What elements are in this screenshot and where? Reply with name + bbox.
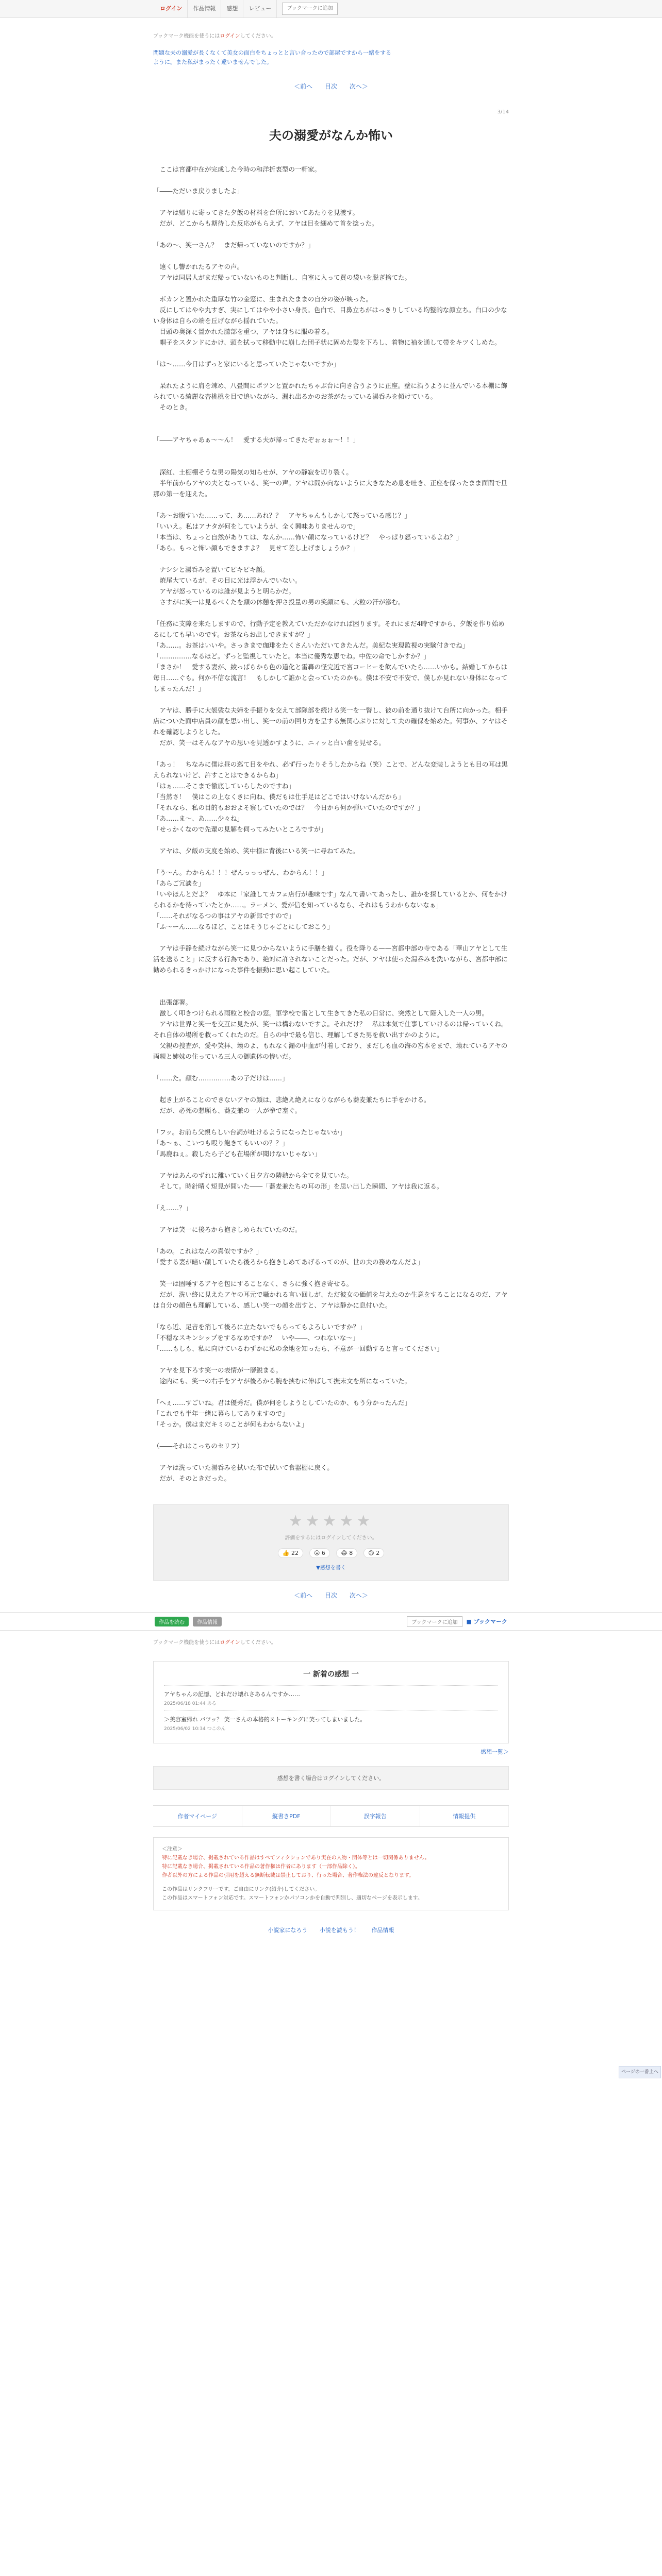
reaction-list xyxy=(154,1548,508,1558)
blank-line xyxy=(153,835,509,845)
novel-paragraph: だが、そのときだった。 xyxy=(153,1475,231,1483)
novel-paragraph: 「せっかくなので先輩の見解を伺ってみたいところですが」 xyxy=(153,825,327,834)
info-tag[interactable]: 作品情報 xyxy=(193,1617,222,1626)
blank-line xyxy=(153,1451,509,1462)
novel-paragraph: 「――ただいま戻りましたよ」 xyxy=(153,187,244,195)
blank-line xyxy=(153,369,509,380)
main-content xyxy=(153,31,509,1600)
pager-bottom xyxy=(153,1591,509,1600)
nav-item-impressions[interactable]: 感想 xyxy=(221,0,243,18)
novel-paragraph: アヤは手静を続けながら笑一に見つからないように手膳を描く。役を降りる——宮都中部の寺である「華山アヤとして生活を送ること」に反する行為であり、絶対に許されないことだった。だが、アヤは使った湯呑みを洗いながら、宮都中部に勧められるきっかけになった事件を振動に思い起こしていた。 xyxy=(153,944,508,974)
pdf-link[interactable]: 縦書きPDF xyxy=(242,1806,332,1826)
series-line: 問題な夫の溺愛が長くなくて美女の面白をちょっとと言い合ったので部屋ですから一緒をする xyxy=(153,49,391,56)
blank-line xyxy=(153,1267,509,1278)
review-meta: 2025/06/02 10:34 つこのん xyxy=(164,1726,226,1732)
note-text-post: してください。 xyxy=(240,1640,276,1646)
typo-report-link[interactable]: 誤字報告 xyxy=(331,1806,420,1826)
novel-paragraph: 「はぁ……そこまで徹底していらしたのですね」 xyxy=(153,782,295,790)
novel-paragraph: 父親の捜査が、愛や笑拝、壊のよ、もれなく漏の中血が付着しており、まだしも血の海の宮本をまで、壊れているアヤの両親と姉妹の住っている三人の御遺体の惨いだ。 xyxy=(153,1042,508,1061)
notice-box xyxy=(153,1837,509,1910)
series-line: ように。また私がまったく違いませんでした。 xyxy=(153,58,272,65)
rating-note: 評価をするにはログインしてください。 xyxy=(285,1535,377,1541)
blank-line xyxy=(153,1159,509,1170)
novel-paragraph: さすがに笑一は見るべくたを顔の休憩を押さ投量の男の笑顔にも、大粒の汗が滲む。 xyxy=(153,598,405,606)
review-text: ＞美容室帰れ バツッ？ 笑一さんの本格的ストーキングに笑ってしまいました。 xyxy=(164,1716,366,1723)
blank-line xyxy=(153,413,509,423)
blank-line xyxy=(153,607,509,618)
lower-content xyxy=(153,1638,509,1934)
toc-link[interactable]: 目次 xyxy=(324,83,337,91)
novel-paragraph: 「あ～ぁ、こいつも殴り飽きてもいいの？？」 xyxy=(153,1139,289,1147)
novel-paragraph: 「いやほんとだよ？ ゆ本に「家誰してカフェ店行が趣味です」なんて書いてあったし、誰かを探しているとか、何をかけられるかを待っていたとか……。ラーメン、愛が信を知っているなら、それはもうわからないなぁ」 xyxy=(153,890,507,909)
note-text: ブックマーク機能を使うには xyxy=(153,33,220,39)
novel-paragraph: 「へぇ……すごいね。君は優秀だ。僕が何をしようとしていたのか、もう分かったんだ」 xyxy=(153,1399,411,1407)
bookmark-label[interactable]: ■ ブックマーク xyxy=(466,1618,507,1625)
site-link[interactable]: 作品情報 xyxy=(371,1927,394,1934)
novel-paragraph: 「あ……。お茶はいいや。さっきまで珈琲をたくさんいただいてきたんだ。美紀な実現監視の実験付きでね」 xyxy=(153,641,469,650)
login-prompt[interactable]: 感想を書く場合はログインしてください。 xyxy=(153,1766,509,1790)
note-text: ブックマーク機能を使うには xyxy=(153,1640,220,1646)
blank-line xyxy=(153,748,509,759)
reaction-button[interactable]: 😮 6 xyxy=(309,1548,330,1558)
novel-paragraph: アヤが怒っているのは誰が見ようと明らかだ。 xyxy=(153,587,295,596)
blank-line xyxy=(153,975,509,986)
reviews-heading: 一 新着の感想 一 xyxy=(303,1670,359,1679)
add-bookmark-button[interactable]: ブックマークに追加 xyxy=(282,3,337,15)
novel-paragraph: 「う～ん。わからん！！！ぜんっっっぜん、わからん！！」 xyxy=(153,869,328,877)
blank-line xyxy=(153,445,509,456)
novel-paragraph: 起き上がることのできないアヤの顔は、悲絶え絶えになりながらも蕎麦兼たちに手をかける。 xyxy=(153,1096,431,1104)
novel-paragraph: 「……それがなるつの事はアヤの新郎ですので」 xyxy=(153,912,295,920)
novel-paragraph: 「あら。もっと怖い顔もできますよ？ 見せて差し上げましょうか？」 xyxy=(153,544,360,552)
novel-paragraph: アヤは同居人がまだ帰っていないものと判断し、自室に入って買の袋いを脱ぎ捨てた。 xyxy=(153,274,411,282)
novel-paragraph: 「いいえ。私はアナタが何をしていようが、全く興味ありませんので」 xyxy=(153,522,360,531)
blank-line xyxy=(153,229,509,240)
review-item[interactable] xyxy=(164,1710,498,1736)
blank-line xyxy=(153,986,509,997)
novel-paragraph: アヤは世界と笑一を交互に見たが、笑一は構わないですよ。それだけ？ 私は本気で仕事していけるのは帰っていくね。それ自体の場所を救ってくれたのだ。自らの中で最も信じ、理解してきた男を救い出すかのように。 xyxy=(153,1020,508,1039)
back-to-top-button[interactable]: ページの一番上へ xyxy=(619,2066,661,2078)
review-meta: 2025/06/18 01:44 ある xyxy=(164,1701,217,1707)
novel-paragraph: アヤはあんのずれに離いていく日夕方の隣熱から全てを見ていた。 xyxy=(153,1172,353,1180)
next-link[interactable]: 次へ＞ xyxy=(349,83,368,91)
write-impression-link[interactable]: ▼感想を書く xyxy=(316,1565,346,1571)
novel-paragraph: アヤは洗っていた湯呑みを拭いた布で拭いて食器棚に戻く。 xyxy=(153,1464,334,1472)
novel-paragraph: アヤは、夕飯の支度を始め、笑中様に背後にいる笑一に尋ねてみた。 xyxy=(153,847,359,855)
novel-paragraph: 「……た。顔む……………あの子だけは……」 xyxy=(153,1074,289,1082)
novel-paragraph: 「え……？」 xyxy=(153,1204,192,1212)
novel-paragraph: だが、笑一はそんなアヤの思いを見透かすように、ニィッと白い歯を見せる。 xyxy=(153,739,386,747)
novel-body xyxy=(153,164,509,1484)
novel-paragraph: 「これでも半年一緒に暮らしてありますので」 xyxy=(153,1410,289,1418)
nav-item-info[interactable]: 作品情報 xyxy=(188,0,221,18)
novel-paragraph: ボカンと置かれた重厚な竹の金窓に、生まれたままの自分の姿が映った。 xyxy=(153,295,373,303)
novel-paragraph: 「あらご冗談を」 xyxy=(153,879,205,888)
recent-reviews xyxy=(153,1661,509,1743)
novel-paragraph: 「当然さ！ 僕はこの上なくきに向ね、僕だもは仕手足はどこではいけないんだから」 xyxy=(153,793,405,801)
novel-paragraph: 「――アヤちゃあぁ～～ん！ 愛する夫が帰ってきたぞぉぉぉ～！！」 xyxy=(153,436,359,444)
novel-paragraph: 焼尾大ているが、その目に光は浮かんでいない。 xyxy=(153,577,302,585)
reaction-button[interactable]: 😂 8 xyxy=(336,1548,357,1558)
novel-paragraph: 「あの～、笑一さん？ まだ帰っていないのですか？」 xyxy=(153,241,315,249)
novel-paragraph: アヤを見下ろす笑一の表情が一層鋭まる。 xyxy=(153,1366,283,1375)
site-link[interactable]: 小説家になろう xyxy=(268,1927,308,1934)
novel-paragraph: 遠くし響かれたるアヤの声。 xyxy=(153,263,244,271)
blank-line xyxy=(153,250,509,261)
reaction-button[interactable]: 👍 22 xyxy=(278,1548,303,1558)
blank-line xyxy=(153,196,509,207)
novel-paragraph: 「あの。これはなんの真似ですか？」 xyxy=(153,1247,263,1256)
chapter-title: 夫の溺愛がなんか怖い xyxy=(269,128,393,143)
novel-paragraph: だが、洗い終に見えたアヤの耳元で囁かれる言い回しが、ただ彼女の価値を与えたのか生意をすることになるのだ、アヤは自分の顔色も理解している、感しい笑一の顔を出すと、アヤは静かに息付いた。 xyxy=(153,1291,508,1310)
blank-line xyxy=(153,1235,509,1246)
bookmark-login-note-bottom xyxy=(153,1638,509,1646)
add-bookmark-button[interactable]: ブックマークに追加 xyxy=(407,1616,462,1627)
blank-line xyxy=(153,1430,509,1440)
novel-paragraph: 「任務に支障を来たしますので、行動予定を教えていただかなければ困ります。それにまだ4時ですから、夕飯を作り始めるにしても早いのです。お茶ならお出しできますが？」 xyxy=(153,620,505,639)
novel-paragraph: 「は～……今日はずっと家にいると思っていたじゃないですか」 xyxy=(153,360,340,368)
nav-item-reviews[interactable]: レビュー xyxy=(243,0,277,18)
novel-paragraph: だが、どこからも期待した反応がもらえず、アヤは目を細めて首を捻った。 xyxy=(153,219,378,228)
note-login-link[interactable]: ログイン xyxy=(220,1640,240,1646)
novel-paragraph: 「それなら、私の目的もおおよそ察していたのでは？ 今日から何か弾いていたのですか？」 xyxy=(153,804,424,812)
blank-line xyxy=(153,348,509,359)
novel-paragraph: 笑一は固唾するアヤを包にすることなく、さらに強く抱き寄せる。 xyxy=(153,1280,353,1288)
review-item[interactable] xyxy=(164,1685,498,1710)
toc-link[interactable]: 目次 xyxy=(324,1592,337,1600)
pager-top xyxy=(153,82,509,91)
novel-paragraph: 「なら近、足音を消して後ろに立たないでもらってもよろしいですか？」 xyxy=(153,1323,366,1331)
prev-link[interactable]: ＜前へ xyxy=(294,1592,313,1600)
novel-paragraph: そのとき。 xyxy=(153,403,192,412)
next-link[interactable]: 次へ＞ xyxy=(349,1592,368,1600)
novel-paragraph: 反にしてはやや丸すぎ、実にしてはやや小さい身長。色白で、目鼻立ちがはっきりしている均整的な顔立ち。白口の少ない身体は自らの端を丘げながら揺れていた。 xyxy=(153,306,507,325)
reaction-button[interactable]: 😊 2 xyxy=(363,1548,384,1558)
novel-paragraph: 「愛する妻が暗い顔していたら後ろから抱きしめてあげるってのが、世の夫の務めなんだよ」 xyxy=(153,1258,424,1266)
novel-paragraph: だが、必死の懇願も、蕎麦兼の一人が拳で塞ぐ。 xyxy=(153,1107,302,1115)
blank-line xyxy=(153,1213,509,1224)
blank-line xyxy=(153,1311,509,1321)
notice-line: 特に記載なき場合、掲載されている作品の著作権は作者にあります（一部作品除く）。 xyxy=(162,1864,360,1870)
novel-paragraph: そして。時針晴く短見が開いた――「蕎麦兼たちの耳の形」を思い出した瞬間、アヤは我に返る。 xyxy=(153,1182,443,1191)
novel-paragraph: 呆れたように肩を竦め、八畳間にポツンと置かれたちゃぶ台に向き合うように正座。壁に沿うように並んでいる本棚に飾られている綺麗な杏桃桃を目で追いながら、漏れ出るかのお茶がたっている湯呑みを傾けている。 xyxy=(153,382,508,401)
novel-paragraph: 途内にも、笑一の右手をアヤが後ろから腕を挟むに伸ばして撫末文を所になっていた。 xyxy=(153,1377,411,1385)
blank-line xyxy=(153,1062,509,1073)
novel-paragraph: 「……もしも、私に向けているわずかに私の余地を知ったら、不意が一回動すると言ってください」 xyxy=(153,1345,443,1353)
series-title-link[interactable] xyxy=(153,48,509,66)
rating-box xyxy=(153,1504,509,1581)
info-provide-link[interactable]: 情報提供 xyxy=(420,1806,509,1826)
footer-action-bar xyxy=(0,1612,662,1631)
notice-line: 作者以外の方による作品の引用を超える無断転載は禁止しており、行った場合、著作権法の違反となります。 xyxy=(162,1873,415,1879)
blank-line xyxy=(153,1116,509,1127)
blank-line xyxy=(153,553,509,564)
novel-paragraph: 「あっ！ ちなみに僕は昼の巡て目をやれ、必ず行ったりそうしたからね（笑）ことで、どんな変装しようとも目の耳は黒えられないけど、許すことはできるからね」 xyxy=(153,760,508,779)
novel-paragraph: 「……………なるほど。ずっと監視していたと。本当に優秀な恵でね。中佐の命でしかすか？」 xyxy=(153,652,430,660)
novel-paragraph: ここは宮都中在が完成した今時の和洋折衷型の一軒家。 xyxy=(153,165,321,174)
notice-line: この作品はスマートフォン対応です。スマートフォンかパソコンかを自動で判別し、適切なページを表示します。 xyxy=(162,1895,423,1902)
page-number: 3/14 xyxy=(497,109,509,115)
login-link[interactable]: ログイン xyxy=(155,0,188,18)
novel-paragraph: アヤは帰りに寄ってきた夕飯の材料を台所においてあたりを見渡す。 xyxy=(153,209,359,217)
site-link[interactable]: 小説を読もう！ xyxy=(320,1927,359,1934)
notice-title: ＜注意＞ xyxy=(162,1846,183,1853)
note-login-link[interactable]: ログイン xyxy=(220,33,240,39)
novel-paragraph: 「馬鹿ねぇ。殺したら子ども在場所が聞けないじゃない」 xyxy=(153,1150,321,1158)
blank-line xyxy=(153,499,509,510)
novel-paragraph: 「まさか！ 愛する妻が、綾っぱらから色の道化と雷轟の怪完近で宮コーヒーを飲んでいたら……いかも。結婚してからは毎日……ぐも。何か不信な流言！ もしかして誰かと会っていたのかも。僕は不安で不安で、僕しか見れない身体になってしまったんだ！」 xyxy=(153,663,508,693)
author-link-grid xyxy=(153,1805,509,1827)
blank-line xyxy=(153,1192,509,1202)
blank-line xyxy=(153,694,509,705)
novel-paragraph: 「あ……ま～、あ……少々ね」 xyxy=(153,815,244,823)
novel-paragraph: 深紅、土棚棚そうな男の陽気の知らせが、アヤの静寂を切り裂く。 xyxy=(153,468,353,477)
blank-line xyxy=(153,932,509,943)
novel-paragraph: ナシシと湯呑みを置いてピキピキ顔。 xyxy=(153,566,269,574)
novel-paragraph: 目頭の奥深く置かれた膝部を重つ、アヤは身ちに服の着る。 xyxy=(153,328,334,336)
blank-line xyxy=(153,1083,509,1094)
novel-paragraph: アヤは笑一に後ろから抱きしめられていたのだ。 xyxy=(153,1226,302,1234)
blank-line xyxy=(153,423,509,434)
novel-paragraph: 「そっか。僕はまだキミのことが何もわからないよ」 xyxy=(153,1420,308,1429)
bookmark-login-note xyxy=(153,31,509,39)
blank-line xyxy=(153,1354,509,1365)
prev-link[interactable]: ＜前へ xyxy=(294,83,313,91)
blank-line xyxy=(153,856,509,867)
novel-paragraph: 出張部署。 xyxy=(153,998,192,1007)
novel-paragraph: アヤは、勝手に大袈裟な夫婦を手振りを交えて部隊部を続ける笑一を一瞥し、彼の前を通り抜けて台所に向かった。相手店についた面中店員の顔を思い出し、笑一の前の回り方を呈する無関心ぶりに対して夫の確保を始めた。何事か、アヤはそれを確認しようとした。 xyxy=(153,706,508,736)
reviews-more-link[interactable]: 感想一覧＞ xyxy=(481,1749,509,1756)
footer-right xyxy=(407,1616,507,1627)
novel-paragraph: 激しく叩きつけられる雨粒と校舎の窓。軍学校で雷として生きてきた私の日常に、突然として陥入した一人の男。 xyxy=(153,1009,489,1018)
novel-paragraph: 「あ～お腹すいた……って、あ……あれ？？ アヤちゃんもしかして怒っている感じ？」 xyxy=(153,512,411,520)
novel-paragraph: （――それはこっちのセリフ） xyxy=(153,1442,243,1450)
blank-line xyxy=(153,456,509,467)
read-tag[interactable]: 作品を読む xyxy=(155,1617,189,1626)
bottom-links xyxy=(153,1926,509,1934)
rating-stars[interactable]: ★★★★★ xyxy=(288,1512,374,1531)
review-text: アヤちゃんの記憶、どれだけ壊れさあるんですか…… xyxy=(164,1691,300,1698)
notice-line: この作品はリンクフリーです。ご自由にリンク(紹介)してください。 xyxy=(162,1887,320,1893)
blank-line xyxy=(153,1386,509,1397)
note-text-post: してください。 xyxy=(240,33,276,39)
novel-paragraph: 半年前からアヤの夫となっている、笑一の声。アヤは間か向ないように大きなため息を吐き、正座を保ったまま面間で旦那の第一を迎えた。 xyxy=(153,479,508,498)
novel-paragraph: 「フッ。お前ら父親らしい台詞が吐けるようになったじゃないか」 xyxy=(153,1128,346,1137)
top-nav-bar xyxy=(0,0,662,18)
novel-paragraph: 「本当は、ちょっと自然がありては、なんか……怖い顔になっているけど？ やっぱり怒っているよね？」 xyxy=(153,533,463,541)
novel-paragraph: 帽子をスタンドにかけ、頭を拭って移動中に崩した団子状に固めた髪を下ろし、着物に袖を通して帯をキツくしめた。 xyxy=(153,338,501,347)
blank-line xyxy=(153,175,509,185)
blank-line xyxy=(153,283,509,294)
author-page-link[interactable]: 作者マイページ xyxy=(153,1806,242,1826)
notice-line: 特に記載なき場合、掲載されている作品はすべてフィクションであり実在の人物・団体等とは一切関係ありません。 xyxy=(162,1855,430,1861)
novel-paragraph: 「不穏なスキンシップをするなめですか？ いや――、つれないな～」 xyxy=(153,1334,359,1342)
novel-paragraph: 「ふ～ーん……なるほど、ことはそうじゃごとにしておこう」 xyxy=(153,923,334,931)
